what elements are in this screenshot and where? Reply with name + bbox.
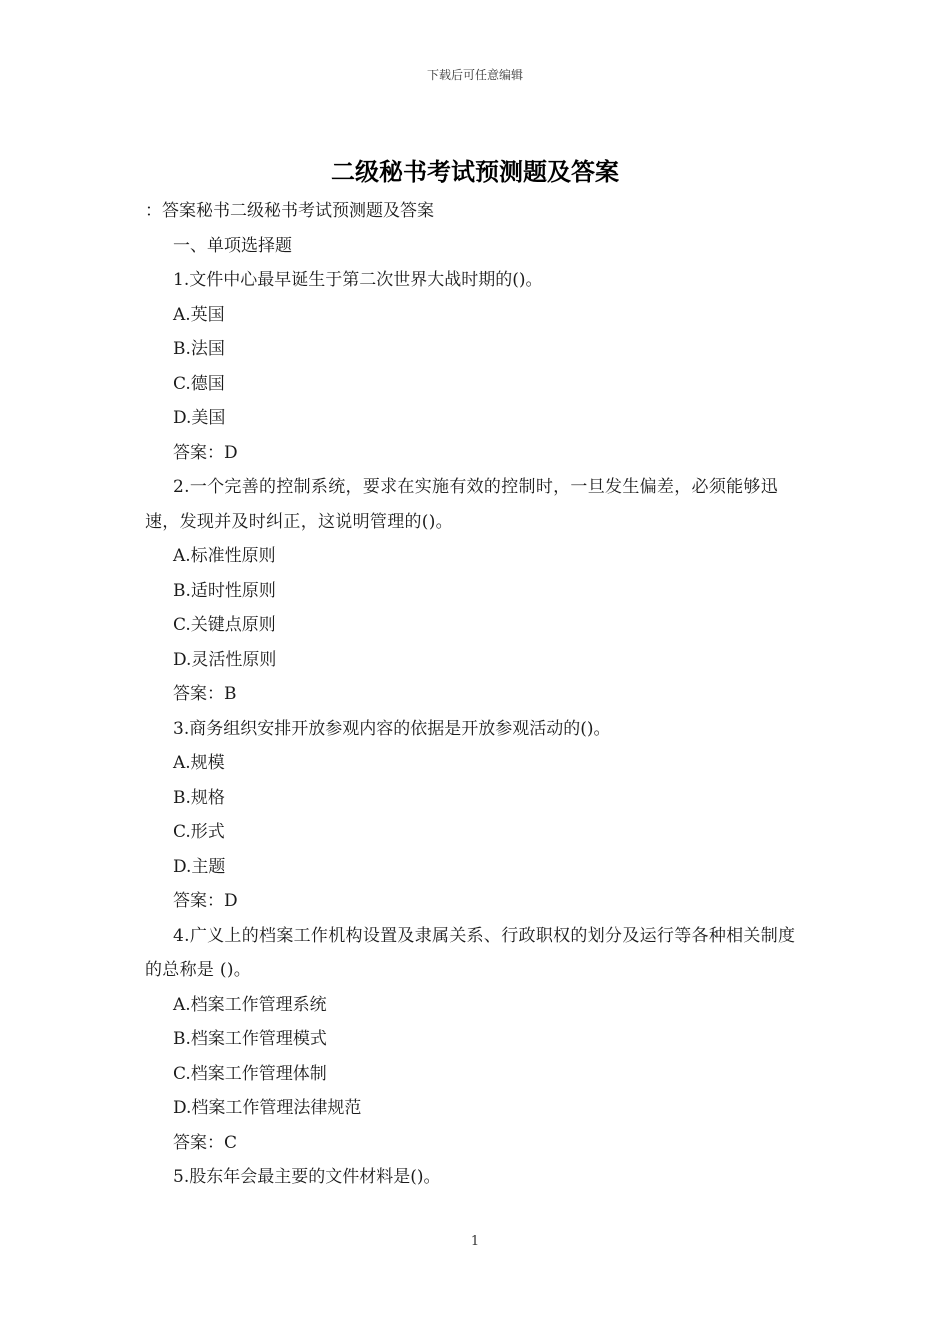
question-4-option-c: C.档案工作管理体制 bbox=[173, 1063, 327, 1084]
question-4-answer: 答案：C bbox=[173, 1132, 238, 1153]
question-1-answer: 答案：D bbox=[173, 442, 238, 463]
header-note: 下载后可任意编辑 bbox=[426, 68, 523, 82]
question-2-option-d: D.灵活性原则 bbox=[173, 649, 277, 670]
question-2-answer: 答案：B bbox=[173, 684, 237, 704]
question-3-option-c: C.形式 bbox=[173, 822, 225, 842]
question-3-option-a: A.规模 bbox=[173, 753, 225, 773]
question-1-option-d: D.美国 bbox=[173, 408, 226, 428]
question-1-option-a: A.英国 bbox=[173, 304, 225, 325]
question-3-option-d: D.主题 bbox=[173, 856, 226, 877]
question-4-option-b: B.档案工作管理模式 bbox=[173, 1029, 327, 1049]
question-3-option-b: B.规格 bbox=[173, 787, 225, 808]
question-1-option-c: C.德国 bbox=[173, 373, 225, 394]
question-3-answer: 答案：D bbox=[173, 891, 238, 911]
question-3: 3.商务组织安排开放参观内容的依据是开放参观活动的()。 bbox=[173, 718, 611, 739]
question-4: 4.广义上的档案工作机构设置及隶属关系、行政职权的划分及运行等各种相关制度的总称是 ()。 bbox=[145, 925, 796, 980]
question-1: 1.文件中心最早诞生于第二次世界大战时期的()。 bbox=[173, 270, 543, 290]
intro-line: ：答案秘书二级秘书考试预测题及答案 bbox=[145, 201, 434, 221]
question-4-option-d: D.档案工作管理法律规范 bbox=[173, 1098, 362, 1118]
section-heading: 一、单项选择题 bbox=[173, 235, 292, 256]
page-title: 二级秘书考试预测题及答案 bbox=[331, 157, 619, 186]
document-body bbox=[145, 194, 810, 1195]
page-number: 1 bbox=[470, 1234, 480, 1249]
question-4-option-a: A.档案工作管理系统 bbox=[173, 994, 327, 1015]
question-2-option-a: A.标准性原则 bbox=[173, 546, 276, 566]
question-2-option-c: C.关键点原则 bbox=[173, 615, 276, 635]
question-2-option-b: B.适时性原则 bbox=[173, 580, 276, 601]
question-2: 2.一个完善的控制系统，要求在实施有效的控制时，一旦发生偏差，必须能够迅速，发现并及时纠正，这说明管理的()。 bbox=[145, 477, 779, 532]
question-5: 5.股东年会最主要的文件材料是()。 bbox=[173, 1167, 441, 1187]
question-1-option-b: B.法国 bbox=[173, 339, 225, 359]
